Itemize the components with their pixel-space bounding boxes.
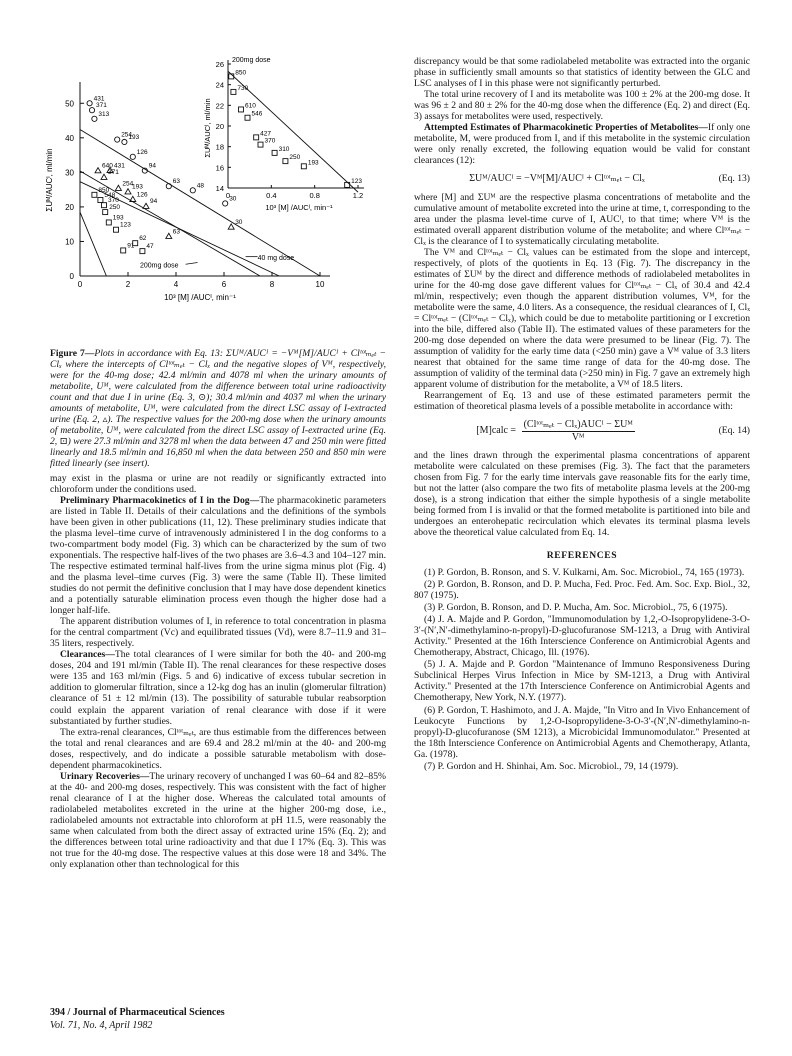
data-point-label: 126 — [136, 148, 148, 156]
y-tick-label: 30 — [65, 168, 74, 178]
reference-item: (3) P. Gordon, B. Ronson, and D. P. Mucha, Am. Soc. Microbiol., 75, 6 (1975). — [424, 602, 728, 614]
data-point-square — [92, 192, 97, 197]
data-point-square — [103, 210, 108, 215]
y-tick-label: 0 — [69, 272, 74, 281]
y-axis-label: ΣUᴹ/AUCᴵ, ml/min — [45, 148, 54, 212]
figure-caption — [50, 348, 386, 470]
caption-text: Plots in accordance with Eq. 13: ΣUᴹ/AUCᴵ = −Vᴹ[M]/AUCᴵ + Clᵗᵒᵗₘₑₜ − Clₓ where the intercepts of Clᵗᵒᵗₘₑₜ − Clₓ and the negative slopes of Vᴹ, respectively, were for the 40-mg dose; 42.4 ml/min and 4078 ml when the urinary amounts of metabolite, Uᴹ, were calculated from the difference between total urine radioactivity count and that due I in urine (Eq. 3, ⊙); 30.4 ml/min and 4037 ml when the urinary amounts of metabolite, Uᴹ, were calculated from the direct LSC assay of I-extracted urine (Eq. 2, ▵). The respective values for the 200-mg dose when the urinary amounts of metabolite, Uᴹ, were calculated from the direct LSC assay of I-extracted urine (Eq. 2, ⊡) were 27.3 ml/min and 3278 ml when the data between 47 and 250 min were fitted linearly and 18.5 ml/min and 16,850 ml when the data between 250 and 850 min were fitted linearly (see insert). — [50, 348, 386, 470]
reference-item: (1) P. Gordon, B. Ronson, and S. V. Kulkarni, Am. Soc. Microbiol., 74, 165 (1973). — [424, 566, 745, 578]
data-point-label: 91 — [127, 242, 135, 250]
paragraph: The total urine recovery of I and its metabolite was 100 ± 2% at the 200-mg dose. It was 96 ± 2 and 80 ± 2% for the 40-mg dose when the difference (Eq. 2) and direct (Eq. 3) assays for metabolites were used, respectively. — [414, 89, 750, 123]
inset-plot — [203, 57, 364, 212]
data-point-label: 193 — [112, 214, 124, 222]
fraction-numerator: (Clᵗᵒᵗₘₑₜ − Clₓ)AUCᴵ − ΣUᴹ — [523, 419, 633, 431]
data-point-triangle — [95, 168, 101, 173]
journal-line — [50, 1006, 225, 1019]
data-point-triangle — [101, 174, 107, 179]
equation-14 — [414, 419, 750, 442]
reference-item: (5) J. A. Majde and P. Gordon "Maintenance of Immuno Responsiveness During Subclinical Herpes Virus Infection in Mice by SM-1213, a Drug with Antiviral Activity." Presented at the 17th Interscience Conference on Antimicrobial Agents and Chemotherapy, New York, N.Y. (1977). — [414, 659, 750, 704]
data-point-label: 850 — [98, 186, 110, 194]
reference-item: (6) P. Gordon, T. Hashimoto, and J. A. Majde, "In Vitro and In Vivo Enhancement of Leukocyte Functions by 1,2-O-Isopropylidene-3-O-3′-(N′,N′-dimethylamino-n-propyl)-D-glucofuranose (SM 1213), a Microbicidal Immunomodulator." Presented at the 18th Interscience Conference on Antimicrobial Agents and Chemotherapy, Atlanta, Ga. (1978). — [414, 704, 750, 760]
equation-number: (Eq. 14) — [718, 425, 750, 437]
data-point-circle — [87, 101, 92, 106]
annotation-40mg-dose: 40 mg dose — [257, 255, 295, 263]
inset-y-tick-label: 18 — [215, 142, 224, 152]
fraction-denominator: Vᴹ — [571, 431, 585, 443]
data-point-square — [98, 198, 103, 203]
caption-label: Figure 7— — [50, 348, 95, 359]
data-point-triangle — [130, 196, 136, 201]
x-tick-label: 8 — [269, 280, 275, 289]
data-point-label: 548 — [104, 192, 116, 199]
inset-data-point-square — [283, 159, 288, 164]
data-point-triangle — [143, 203, 149, 208]
data-point-label: 47 — [146, 243, 154, 251]
data-point-circle — [223, 201, 228, 206]
page-footer — [50, 1006, 225, 1032]
data-point-label: 63 — [172, 178, 181, 186]
data-point-triangle — [115, 185, 121, 190]
data-point-label: 126 — [136, 191, 148, 199]
paragraph: discrepancy would be that some radiolabeled metabolite was extracted into the organic phase in sufficiently small amounts so that statistics of identity between the GLC and LSC analyses of I in this phase were not significantly perturbed. — [414, 56, 750, 90]
inset-data-point-label: 546 — [251, 110, 263, 118]
paragraph: where [M] and ΣUᴹ are the respective plasma concentrations of metabolite and the cumulative amount of metabolite excreted into the urine at time, t, corresponding to the area under the plasma level-time curve of I, AUCᴵ, to that time; where Vᴹ is the estimated overall apparent distribution volume of the metabolite; and where Clᵗᵒᵗₘₑₜ − Clₓ is the clearance of I to systematically circulating metabolite. — [414, 191, 750, 247]
equation-fraction — [522, 419, 635, 442]
annotation-arrow — [186, 263, 198, 265]
equation-lhs: [M]calc = — [476, 425, 517, 437]
equation-13 — [414, 173, 750, 184]
paragraph-clearances — [50, 649, 386, 726]
inset-x-tick-label: 0.4 — [266, 191, 277, 200]
paragraph-text: The total clearances of I were similar for both the 40- and 200-mg doses, 204 and 191 ml/min (Table II). The renal clearances for these respective doses were 135 and 163 ml/min (Figs. 5 and 6) indicative of excess tubular secretion in addition to glomerular filtration, since a 12-kg dog has an inulin (glomerular filtration) clearance of 51 ± 12 ml/min (13). The possibility of saturable tubular reabsorption could explain the apparent variation of renal clearance with dose if it were substantiated by further studies. — [50, 649, 386, 727]
references-heading: REFERENCES — [546, 549, 618, 561]
left-column — [50, 348, 386, 870]
data-point-circle — [166, 184, 171, 189]
y-tick-label: 20 — [65, 202, 74, 212]
data-point-circle — [89, 108, 94, 113]
right-column — [414, 56, 750, 773]
y-tick-label: 40 — [65, 133, 74, 143]
data-point-square — [102, 203, 107, 208]
inset-data-point-square — [231, 89, 236, 94]
inset-title: 200mg dose — [232, 57, 271, 64]
data-point-triangle — [228, 224, 234, 229]
inset-data-point-label: 730 — [237, 84, 249, 92]
data-point-label: 62 — [139, 235, 147, 243]
paragraph — [50, 727, 386, 771]
x-tick-label: 4 — [173, 280, 179, 289]
inset-data-point-square — [239, 107, 244, 112]
fit-line-200mg-late — [80, 212, 106, 276]
inset-y-tick-label: 22 — [215, 101, 224, 111]
figure-7 — [40, 50, 390, 340]
y-tick-label: 10 — [65, 237, 74, 247]
x-tick-label: 2 — [125, 280, 131, 289]
data-point-label: 313 — [98, 110, 110, 118]
inset-data-point-square — [258, 142, 263, 147]
data-point-label: 431 — [114, 162, 125, 170]
section-head: Attempted Estimates of Pharmacokinetic Properties of Metabolites— — [424, 122, 708, 134]
inset-y-axis-label: ΣUᴹ/AUCᴵ, ml/min — [203, 98, 212, 158]
data-point-square — [114, 227, 119, 232]
reference-item: (7) P. Gordon and H. Shinhai, Am. Soc. Microbiol., 79, 14 (1979). — [424, 760, 679, 772]
data-point-label: 371 — [108, 169, 119, 177]
inset-y-tick-label: 24 — [215, 80, 224, 90]
section-head: Preliminary Pharmacokinetics of I in the Dog— — [60, 494, 260, 506]
paragraph: Rearrangement of Eq. 13 and use of these estimated parameters permit the estimation of theoretical plasma levels of a possible metabolite in accordance with: — [414, 390, 750, 413]
inset-x-tick-label: 0.8 — [309, 191, 320, 200]
inset-data-point-label: 610 — [245, 102, 256, 110]
reference-item: (2) P. Gordon, B. Ronson, and D. P. Mucha, Fed. Proc. Fed. Am. Soc. Exp. Biol., 32, 807 (1975). — [414, 579, 750, 602]
inset-data-point-square — [245, 115, 250, 120]
inset-data-point-label: 427 — [260, 130, 272, 138]
reference-item: (4) J. A. Majde and P. Gordon, "Immunomodulation by 1,2,-O-Isopropylidene-3-O-3′-(N′,N′-dimethylamino-n-propyl)-D-glucofuranose SM-1213, a Drug with Antiviral Activity." Presented at the 16th Interscience Conference on Antimicrobial Agents and Chemotherapy, Abstract, Chicago, Ill. (1976). — [414, 614, 750, 659]
inset-y-tick-label: 20 — [215, 122, 224, 131]
inset-data-point-label: 193 — [307, 159, 319, 167]
equation-body — [414, 419, 700, 442]
annotation-200mg-dose: 200mg dose — [140, 262, 179, 270]
equation-number: (Eq. 13) — [718, 173, 750, 185]
paragraph: The Vᴹ and Clᵗᵒᵗₘₑₜ − Clₓ values can be estimated from the slope and intercept, respectively, of plots of the quotients in Eq. 13 (Fig. 7). The discrepancy in the estimates of ΣUᴹ by the direct and difference methods of radiolabeled metabolites in urine for the 40-mg dose gave different values for Clᵗᵒᵗₘₑₜ − Clₓ of 30.4 and 42.4 ml/min, respectively; even though the apparent distribution volumes, Vᴹ, for the metabolite were the same, 4.0 liters. As a consequence, the residual clearances of I, Clₓ = Clᵗᵒᵗₘₑₜ − (Clᵗᵒᵗₘₑₜ − Clₓ), which could be due to metabolite partitioning or I excretion into the bile, differed also (Table II). The estimated values of these parameters for the 200-mg dose depended on where the data were presumed to be linear (Fig. 7). The assumption of validity for the early time data (<250 min) gave a Vᴹ value of 3.3 liters nearest that obtained for the same time range of data for the 40-mg dose. The assumption of validity of the terminal data (>250 min) in Fig. 7 gave an extremely high apparent volume of distribution for the metabolite, a Vᴹ of 18.5 liters. — [414, 246, 750, 391]
inset-y-tick-label: 26 — [215, 60, 224, 69]
inset-data-point-label: 310 — [278, 145, 290, 153]
y-tick-label: 50 — [65, 99, 74, 109]
data-point-circle — [190, 188, 195, 193]
inset-x-tick-label: 0 — [225, 191, 231, 200]
data-point-triangle — [125, 189, 131, 194]
data-point-label: 30 — [229, 195, 237, 203]
inset-x-axis-label: 10³ [M] /AUCᴵ, min⁻¹ — [265, 203, 333, 212]
data-point-circle — [115, 137, 120, 142]
data-point-label: 193 — [128, 133, 140, 141]
paragraph-text: The pharmacokinetic parameters are listed in Table II. Details of their calculations and the definitions of the symbols have been given in other publications (11, 12). These preliminary studies indicate that the plasma level–time curve of intravenously administered I in the dog conforms to a two-compartment body model (Fig. 3) which can be characterized by the sum of two exponentials. The respective half-lives of the two phases are 3.6–4.3 and 104–127 min. The respective estimated terminal half-lives from the urine sigma minus plot (Fig. 4) and the plasma level–time curves (Fig. 3) were the same (Table II). These limited studies do not permit the definitive conclusion that I may have dose dependent kinetics and a potentially saturable elimination process even though the higher dose had a longer half-life. — [50, 494, 386, 617]
x-tick-label: 0 — [77, 280, 83, 289]
paragraph — [50, 616, 386, 649]
data-point-circle — [130, 154, 135, 159]
data-point-triangle — [166, 233, 172, 238]
data-point-label: 94 — [150, 198, 158, 206]
data-point-label: 63 — [172, 228, 181, 236]
equation-body: ΣUᴹ/AUCᴵ = −Vᴹ[M]/AUCᴵ + Clᵗᵒᵗₘₑₜ − Clₓ — [469, 173, 645, 185]
paragraph: and the lines drawn through the experimental plasma concentrations of apparent metabolite were calculated on these premises (Fig. 3). The fact that the parameters chosen from Fig. 7 for the early time intervals gave reasonable fits for the early time, but not the latter (also compare the two fits of metabolite plasma levels at the 200-mg dose), is a strong indication that either the simple hypothesis of a single metabolite being formed from I is invalid or that the formed metabolite is partitioned into bile and undergoes an enterohepatic recirculation which elevates its terminal plasma levels above the theoretical value calculated from Eq. 14. — [414, 449, 750, 538]
inset-data-point-square — [301, 164, 306, 169]
paragraph-text: If only one metabolite, M, were produced from I, and if this metabolite in the systemic circulation were only renally excreted, the following equation would be valid for constant clearances (12): — [414, 122, 750, 167]
x-axis-label: 10³ [M] /AUCᴵ, min⁻¹ — [164, 293, 236, 302]
x-tick-label: 10 — [315, 280, 325, 289]
paragraph-text: The urinary recovery of unchanged I was 60–64 and 82–85% at the 40- and 200-mg doses, respectively. This was consistent with the fact of higher renal clearance of I at the higher dose. Whereas the calculated total amounts of radiolabeled metabolites excreted in the urine at the higher 200-mg dose, i.e., radiolabeled amounts not extractable into chloroform at pH 11.5, were reasonably the same when calculated from both the direct assay of extracted urine 15% (Eq. 2); and the differences between total urine radioactivity and that due I 17% (Eq. 3). This was not true for the 40-mg dose. The respective values at this dose were 18 and 34%. The only explanation other than technological for this — [50, 770, 387, 871]
paragraph-text: may exist in the plasma or urine are not readily or significantly extracted into chloroform under the conditions used. — [50, 472, 386, 495]
paragraph-urinary — [50, 771, 386, 870]
data-point-label: 250 — [109, 204, 121, 212]
data-point-square — [106, 220, 111, 225]
paragraph — [50, 473, 386, 495]
data-point-label: 431 — [93, 95, 105, 103]
data-point-circle — [122, 139, 127, 144]
data-point-label: 94 — [148, 162, 157, 170]
data-point-label: 370 — [108, 197, 119, 205]
volume-line: Vol. 71, No. 4, April 1982 — [50, 1020, 153, 1031]
inset-data-point-label: 250 — [289, 154, 301, 162]
x-tick-label: 6 — [221, 280, 227, 289]
data-point-label: 123 — [120, 221, 131, 229]
data-point-label: 254 — [121, 131, 133, 139]
inset-data-point-square — [272, 150, 277, 155]
data-point-label: 371 — [96, 102, 107, 110]
paragraph-preliminary — [50, 495, 386, 617]
section-head: Clearances— — [60, 649, 115, 661]
paragraph-metabolites — [414, 122, 750, 166]
inset-data-point-label: 123 — [351, 177, 363, 185]
journal-name: 394 / Journal of Pharmaceutical Sciences — [50, 1007, 225, 1018]
data-point-label: 254 — [122, 180, 134, 188]
inset-data-point-label: 850 — [235, 69, 247, 77]
paragraph-text: The extra-renal clearances, Clᵗᵒᵗₘₑₜ, are thus estimable from the differences between the total and renal clearances and are 69.4 and 28.2 ml/min at the 40- and 200-mg doses, respectively, and do indicate a possible saturable metabolism with dose-dependent pharmacokinetics. — [50, 726, 386, 771]
data-point-label: 640 — [102, 162, 113, 170]
data-point-label: 193 — [132, 183, 143, 191]
data-point-circle — [92, 116, 97, 121]
inset-data-point-square — [254, 135, 259, 140]
references-list — [414, 567, 750, 772]
inset-y-tick-label: 14 — [215, 184, 224, 193]
main-plot — [45, 82, 330, 302]
data-point-label: 30 — [235, 218, 243, 226]
section-head: Urinary Recoveries— — [60, 770, 150, 782]
data-point-square — [140, 249, 145, 254]
data-point-square — [121, 248, 126, 253]
inset-y-tick-label: 16 — [215, 163, 224, 173]
inset-x-tick-label: 1.2 — [352, 191, 364, 200]
data-point-label: 48 — [196, 182, 205, 190]
inset-data-point-label: 370 — [264, 137, 276, 145]
paragraph-text: The apparent distribution volumes of I, in reference to total concentration in plasma for the central compartment (Vc) and equilibrated tissues (Vd), were 8.7–11.9 and 31–35 liters, respectively. — [50, 616, 386, 650]
